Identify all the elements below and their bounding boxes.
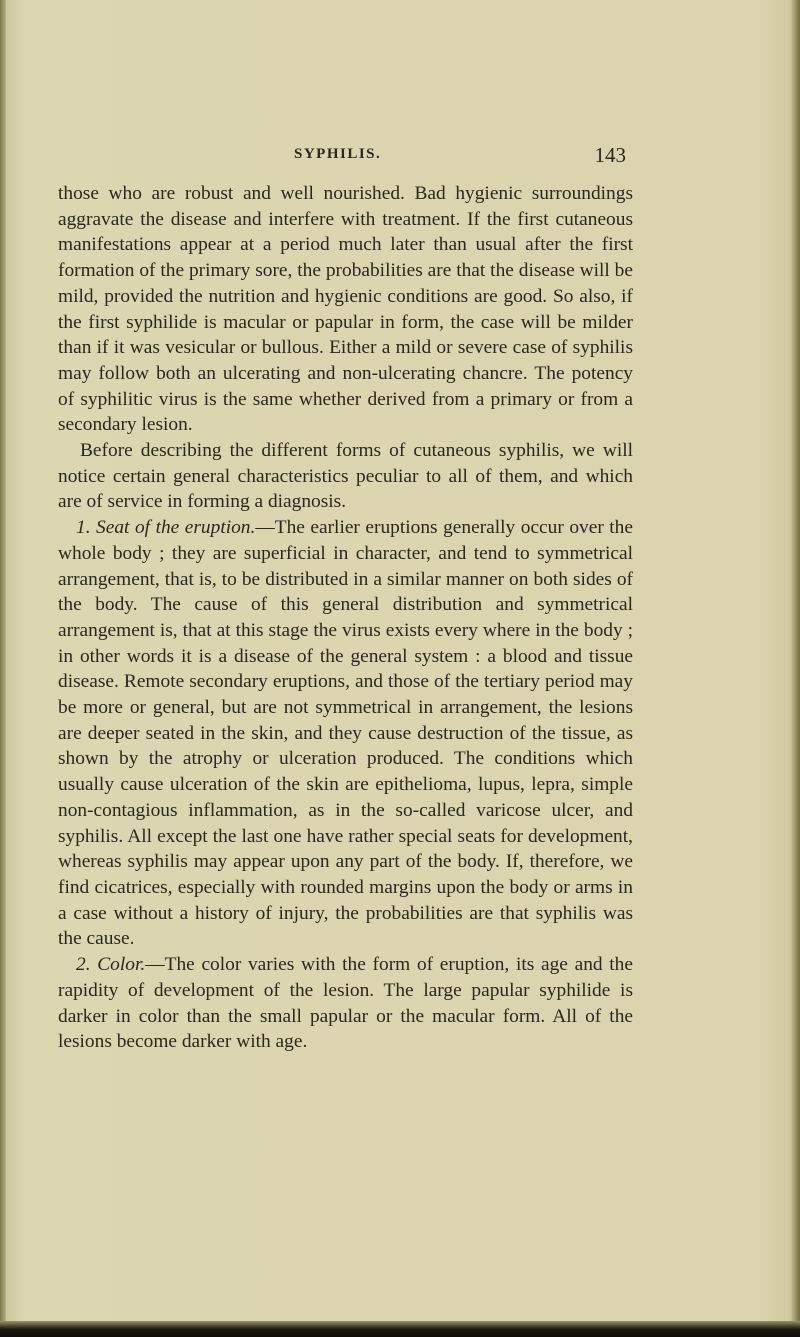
paragraph-text: —The earlier eruptions generally occur over the whole body ; they are superficial in character, and tend to symmetrical arrangement, that is, to be distributed in a similar manner on both sides of the body. The cause of this general distribution and symmetrical arrangement is, that at this stage the virus exists every where in the body ; in other words it is a disease of the general system : a blood and tissue disease. Remote secondary eruptions, and those of the tertiary period may be more or general, but are not symmetrical in arrangement, the lesions are deeper seated in the skin, and they cause destruction of the tissue, as shown by the atrophy or ulceration produced. The conditions which usually cause ulceration of the skin are epithelioma, lupus, lepra, simple non-contagious inflammation, as in the so-called varicose ulcer, and syphilis. All except the last one have rather special seats for development, whereas syphilis may appear upon any part of the body. If, therefore, we find cicatrices, especially with rounded margins upon the body or arms in a case without a history of injury, the probabilities are that syphilis was the cause. — [58, 517, 633, 950]
page-binding-edge — [0, 0, 6, 1337]
paragraph — [58, 952, 633, 1055]
paragraph-text: —The color varies with the form of eruption, its age and the rapidity of development of the lesion. The large papular syphilide is darker in color than the small papular or the macular form. All of the lesions become darker with age. — [58, 954, 633, 1053]
body-text — [58, 181, 633, 1055]
paragraph — [58, 181, 633, 438]
page-bottom-edge — [0, 1321, 800, 1337]
paragraph-text: Before describing the different forms of cutaneous syphilis, we will notice certain general characteristics peculiar to all of them, and which are of service in forming a diagnosis. — [58, 440, 633, 513]
paragraph — [58, 438, 633, 515]
paragraph-text: those who are robust and well nourished. Bad hygienic surroundings aggravate the disease and interfere with treatment. If the first cutaneous manifestations appear at a period much later than usual after the first formation of the primary sore, the probabilities are that the disease will be mild, provided the nutrition and hygienic conditions are good. So also, if the first syphilide is macular or papular in form, the case will be milder than if it was vesicular or bullous. Either a mild or severe case of syphilis may follow both an ulcerating and non-ulcerating chancre. The potency of syphilitic virus is the same whether derived from a primary or from a secondary lesion. — [58, 183, 633, 436]
page-number: 143 — [594, 143, 626, 167]
section-heading: 2. Color. — [76, 954, 146, 976]
page-right-edge — [790, 0, 800, 1337]
running-head: SYPHILIS. — [294, 146, 382, 162]
page-header — [60, 143, 630, 170]
paragraph — [58, 515, 633, 952]
section-heading: 1. Seat of the eruption. — [76, 517, 256, 539]
